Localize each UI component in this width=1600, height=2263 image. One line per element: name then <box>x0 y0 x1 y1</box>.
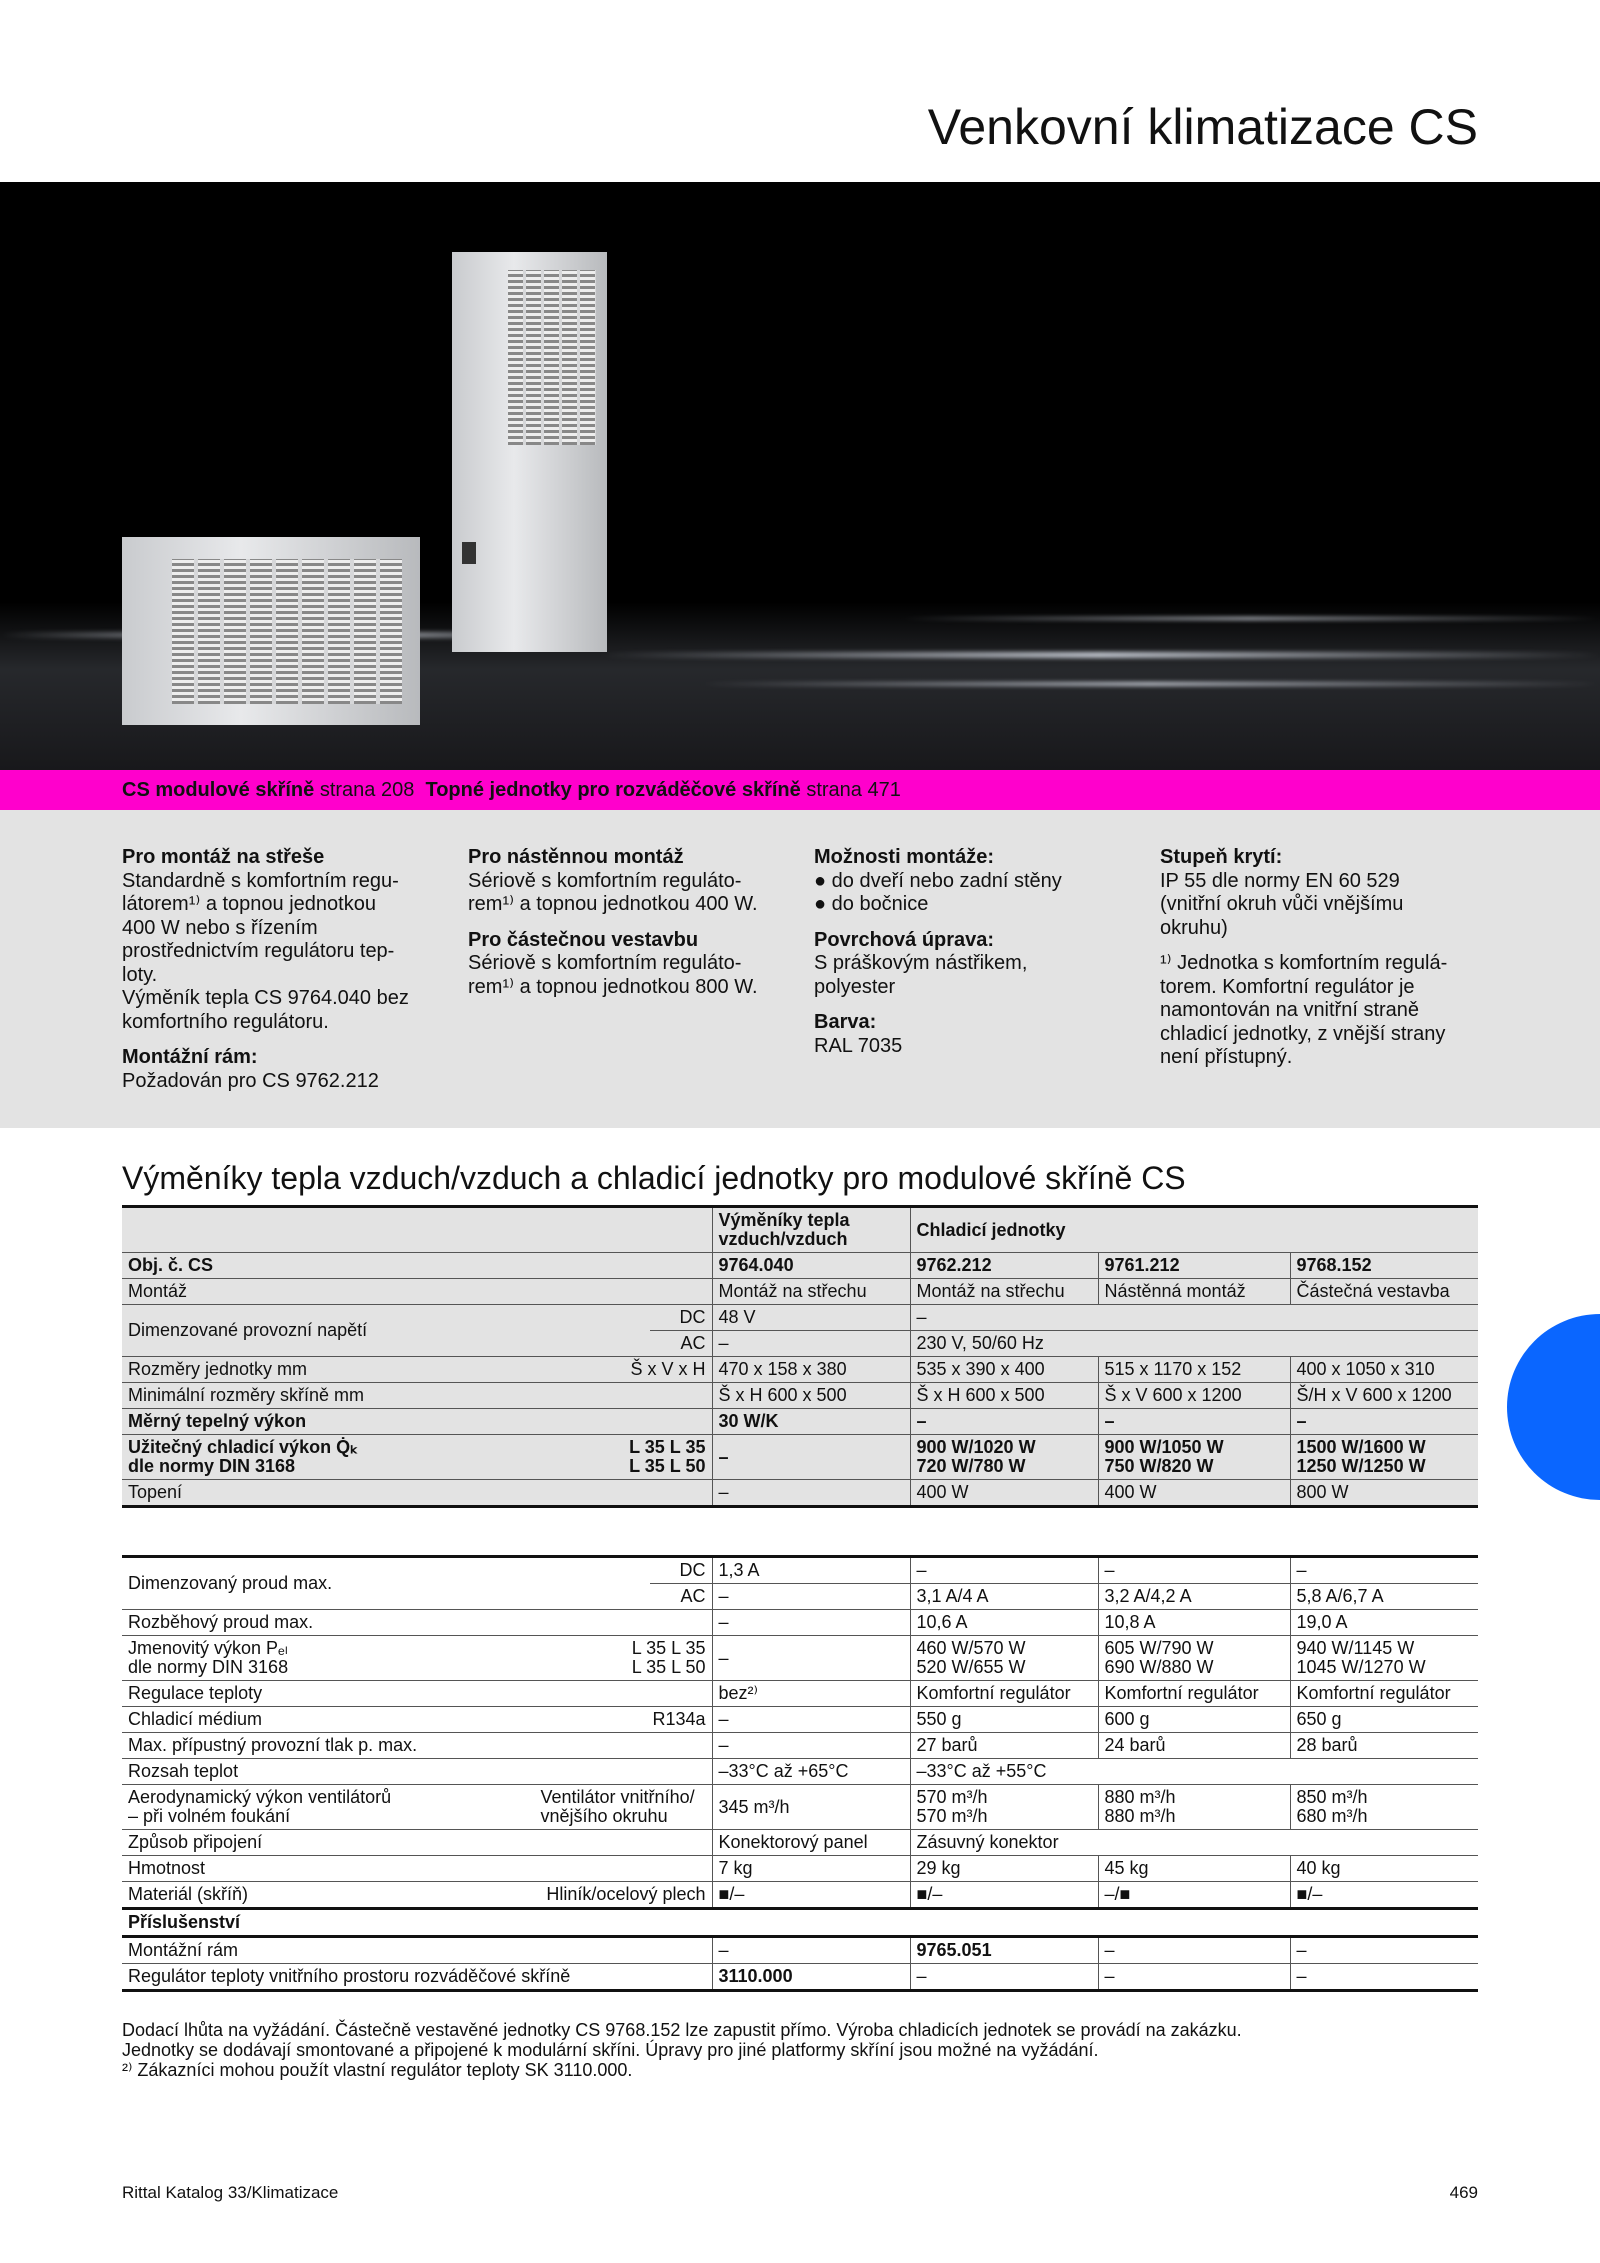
row-label <box>122 1707 712 1733</box>
page-title: Venkovní klimatizace CS <box>927 99 1478 155</box>
light-streak <box>900 617 1600 620</box>
row-label: Rozsah teplot <box>122 1759 712 1785</box>
row-label: Montáž <box>122 1279 712 1305</box>
table-cell: Š x V 600 x 1200 <box>1098 1383 1290 1409</box>
table-row <box>122 1830 1478 1856</box>
table-row <box>122 1937 1478 1964</box>
table-cell: 515 x 1170 x 152 <box>1098 1357 1290 1383</box>
table-cell: – <box>1098 1409 1290 1435</box>
table-row <box>122 1357 1478 1383</box>
crossref-page: strana 471 <box>800 779 901 801</box>
table-cell: Komfortní regulátor <box>1098 1681 1290 1707</box>
table-cell: 470 x 158 x 380 <box>712 1357 910 1383</box>
row-label: Montážní rám <box>122 1937 712 1964</box>
row-label <box>122 1882 712 1909</box>
table-cell: – <box>712 1435 910 1480</box>
row-label: Minimální rozměry skříně mm <box>122 1383 712 1409</box>
info-column <box>122 846 452 1093</box>
table-cell: Částečná vestavba <box>1290 1279 1478 1305</box>
table-cell: 800 W <box>1290 1480 1478 1507</box>
table-cell: – <box>712 1480 910 1507</box>
light-streak <box>600 652 1600 658</box>
table-cell: 27 barů <box>910 1733 1098 1759</box>
row-unit-label: AC <box>650 1331 712 1357</box>
table-cell: Š x H 600 x 500 <box>910 1383 1098 1409</box>
table-row <box>122 1681 1478 1707</box>
table-cell: Š/H x V 600 x 1200 <box>1290 1383 1478 1409</box>
info-heading: Stupeň krytí: <box>1160 846 1283 868</box>
row-label-qualifier: Š x V x H <box>630 1359 706 1379</box>
table-row <box>122 1253 1478 1279</box>
info-text: Sériově s komfortním reguláto- rem¹⁾ a topnou jednotkou 800 W. <box>468 952 758 998</box>
table-row <box>122 1435 1478 1480</box>
info-heading: Povrchová úprava: <box>814 928 995 951</box>
info-heading: Možnosti montáže: <box>814 846 994 868</box>
table-cell: Výměníky tepla vzduch/vzduch <box>712 1207 910 1253</box>
table-cell: 345 m³/h <box>712 1785 910 1830</box>
table-cell: ■/– <box>712 1882 910 1909</box>
table-cell: 850 m³/h 680 m³/h <box>1290 1785 1478 1830</box>
table-cell: 9764.040 <box>712 1253 910 1279</box>
spec-table-main <box>122 1205 1478 1508</box>
table-cell: – <box>712 1610 910 1636</box>
table-cell: – <box>712 1733 910 1759</box>
row-unit-label: DC <box>679 1560 706 1580</box>
table-cell: Š x H 600 x 500 <box>712 1383 910 1409</box>
footnotes: Dodací lhůta na vyžádání. Částečně vestavěné jednotky CS 9768.152 lze zapustit přímo. Výroba chladicích jednotek se provádí na zakázku. Jednotky se dodávají smontované a připojené k modulární skříni. Úpravy pro jiné platformy skříní jsou možné na vyžádání. ²⁾ Zákazníci mohou použít vlastní regulátor teploty SK 3110.000. <box>122 2020 1242 2080</box>
info-heading: Pro částečnou vestavbu <box>468 928 699 951</box>
table-cell: 10,8 A <box>1098 1610 1290 1636</box>
table-row <box>122 1964 1478 1991</box>
crossref-bar <box>0 770 1600 810</box>
row-label: Měrný tepelný výkon <box>122 1409 712 1435</box>
row-label-qualifier: L 35 L 35 L 35 L 50 <box>631 1638 706 1677</box>
table-cell: Nástěnná montáž <box>1098 1279 1290 1305</box>
info-text: Sériově s komfortním reguláto- rem¹⁾ a topnou jednotkou 400 W. <box>468 869 758 915</box>
table-cell: – <box>1290 1964 1478 1991</box>
table-cell: – <box>1098 1964 1290 1991</box>
row-label <box>122 1207 712 1253</box>
table-cell: 900 W/1050 W 750 W/820 W <box>1098 1435 1290 1480</box>
row-label: Obj. č. CS <box>122 1253 712 1279</box>
row-label: Topení <box>122 1480 712 1507</box>
table-cell: – <box>1290 1409 1478 1435</box>
table-cell: 19,0 A <box>1290 1610 1478 1636</box>
roof-unit-image <box>122 537 420 725</box>
table-row <box>122 1909 1478 1937</box>
table-cell: 48 V <box>712 1305 910 1331</box>
row-label <box>122 1636 712 1681</box>
table-cell: – <box>910 1964 1098 1991</box>
row-label: Dimenzovaný proud max. <box>128 1573 333 1593</box>
section-title: Výměníky tepla vzduch/vzduch a chladicí jednotky pro modulové skříně CS <box>122 1160 1186 1196</box>
table-row <box>122 1305 1478 1331</box>
table-cell: 1500 W/1600 W 1250 W/1250 W <box>1290 1435 1478 1480</box>
chapter-tab <box>1507 1314 1600 1500</box>
table-cell: Komfortní regulátor <box>1290 1681 1478 1707</box>
crossref-link[interactable]: Topné jednotky pro rozváděčové skříně <box>425 779 801 801</box>
table-cell: 10,6 A <box>910 1610 1098 1636</box>
table-cell: 650 g <box>1290 1707 1478 1733</box>
info-text: ● do dveří nebo zadní stěny ● do bočnice <box>814 869 1062 915</box>
table-cell: – <box>910 1409 1098 1435</box>
info-text: IP 55 dle normy EN 60 529 (vnitřní okruh vůči vnějšímu okruhu) <box>1160 869 1404 939</box>
row-label-text: Chladicí médium <box>128 1709 263 1729</box>
table-row <box>122 1707 1478 1733</box>
table-cell: – <box>712 1707 910 1733</box>
table-cell: 400 x 1050 x 310 <box>1290 1357 1478 1383</box>
footer-catalog: Rittal Katalog 33/Klimatizace <box>122 2183 339 2202</box>
table-cell: – <box>1290 1937 1478 1964</box>
table-row <box>122 1759 1478 1785</box>
info-column <box>1160 846 1490 1070</box>
table-cell: 460 W/570 W 520 W/655 W <box>910 1636 1098 1681</box>
row-label-text: Užitečný chladicí výkon Q̇ₖ dle normy DIN 3168 <box>128 1437 358 1476</box>
table-cell: 230 V, 50/60 Hz <box>910 1331 1478 1357</box>
table-cell: 400 W <box>910 1480 1098 1507</box>
info-heading: Pro montáž na střeše <box>122 846 325 868</box>
row-label: Příslušenství <box>122 1909 1478 1937</box>
table-row <box>122 1733 1478 1759</box>
table-row <box>122 1882 1478 1909</box>
row-label <box>122 1357 712 1383</box>
table-cell: Chladicí jednotky <box>910 1207 1478 1253</box>
table-cell: –/■ <box>1098 1882 1290 1909</box>
table-cell: 40 kg <box>1290 1856 1478 1882</box>
table-cell: 605 W/790 W 690 W/880 W <box>1098 1636 1290 1681</box>
table-cell: – <box>1290 1557 1478 1584</box>
row-label: Regulátor teploty vnitřního prostoru rozváděčové skříně <box>122 1964 712 1991</box>
page-number: 469 <box>1449 2183 1478 2202</box>
table-row <box>122 1480 1478 1507</box>
table-cell: 3,1 A/4 A <box>910 1584 1098 1610</box>
light-streak <box>700 682 1600 686</box>
info-text: ¹⁾ Jednotka s komfortním regulá- torem. Komfortní regulátor je namontován na vnitřní straně chladicí jednotky, z vnější strany není přístupný. <box>1160 952 1448 1068</box>
row-label-text: Materiál (skříň) <box>128 1884 249 1904</box>
info-column <box>468 846 798 999</box>
row-label: Regulace teploty <box>122 1681 712 1707</box>
table-cell: Komfortní regulátor <box>910 1681 1098 1707</box>
table-row <box>122 1610 1478 1636</box>
table-cell: 5,8 A/6,7 A <box>1290 1584 1478 1610</box>
table-cell: – <box>1098 1557 1290 1584</box>
table-cell: – <box>910 1557 1098 1584</box>
row-label-qualifier: Ventilátor vnitřního/ vnějšího okruhu <box>540 1787 695 1826</box>
table-cell: – <box>712 1584 910 1610</box>
table-cell: 9761.212 <box>1098 1253 1290 1279</box>
table-cell: ■/– <box>910 1882 1098 1909</box>
wall-unit-image <box>452 252 607 652</box>
table-cell: 570 m³/h 570 m³/h <box>910 1785 1098 1830</box>
table-cell: ■/– <box>1290 1882 1478 1909</box>
table-cell: 45 kg <box>1098 1856 1290 1882</box>
row-label-qualifier: L 35 L 35 L 35 L 50 <box>629 1437 706 1476</box>
table-cell: 1,3 A <box>712 1557 910 1584</box>
table-cell: Montáž na střechu <box>910 1279 1098 1305</box>
table-cell: Zásuvný konektor <box>910 1830 1478 1856</box>
row-label-qualifier: R134a <box>652 1709 706 1729</box>
table-cell: 900 W/1020 W 720 W/780 W <box>910 1435 1098 1480</box>
row-label <box>122 1785 712 1830</box>
row-label-text: Jmenovitý výkon Pₑₗ dle normy DIN 3168 <box>128 1638 289 1677</box>
row-label: Max. přípustný provozní tlak p. max. <box>122 1733 712 1759</box>
table-cell: 400 W <box>1098 1480 1290 1507</box>
table-cell: 7 kg <box>712 1856 910 1882</box>
info-heading: Pro nástěnnou montáž <box>468 846 684 868</box>
table-cell: 24 barů <box>1098 1733 1290 1759</box>
crossref-link[interactable]: CS modulové skříně <box>122 779 315 801</box>
table-cell: 940 W/1145 W 1045 W/1270 W <box>1290 1636 1478 1681</box>
crossref-page: strana 208 <box>314 779 426 801</box>
row-label-qualifier: Hliník/ocelový plech <box>546 1884 706 1904</box>
info-panel <box>0 810 1600 1128</box>
info-heading: Montážní rám: <box>122 1046 258 1068</box>
row-label-text: Aerodynamický výkon ventilátorů – při volném foukání <box>128 1787 392 1826</box>
spec-table-details <box>122 1555 1478 1992</box>
table-row <box>122 1557 1478 1584</box>
table-cell: –33°C až +55°C <box>910 1759 1478 1785</box>
product-photo <box>0 182 1600 770</box>
row-label: Hmotnost <box>122 1856 712 1882</box>
info-text: Standardně s komfortním regu- látorem¹⁾ a topnou jednotkou 400 W nebo s řízením prostřednictvím regulátoru tep- loty. Výměník tepla CS 9764.040 bez komfortního regulátoru. <box>122 869 409 1033</box>
table-row <box>122 1856 1478 1882</box>
info-text: S práškovým nástřikem, polyester <box>814 952 1028 998</box>
info-column <box>814 846 1144 1058</box>
table-row <box>122 1279 1478 1305</box>
table-cell: – <box>712 1937 910 1964</box>
table-row <box>122 1636 1478 1681</box>
row-label <box>122 1435 712 1480</box>
table-cell: – <box>712 1331 910 1357</box>
row-label: Dimenzované provozní napětí <box>122 1305 650 1357</box>
table-row <box>122 1383 1478 1409</box>
table-cell: 3,2 A/4,2 A <box>1098 1584 1290 1610</box>
table-row <box>122 1409 1478 1435</box>
row-unit-label: AC <box>650 1584 712 1610</box>
table-row <box>122 1785 1478 1830</box>
table-cell: – <box>1098 1937 1290 1964</box>
table-cell: 600 g <box>1098 1707 1290 1733</box>
table-cell: 9762.212 <box>910 1253 1098 1279</box>
table-cell: 28 barů <box>1290 1733 1478 1759</box>
table-cell: Konektorový panel <box>712 1830 910 1856</box>
table-row <box>122 1207 1478 1253</box>
table-cell: 550 g <box>910 1707 1098 1733</box>
info-text: Požadován pro CS 9762.212 <box>122 1069 379 1092</box>
table-cell: –33°C až +65°C <box>712 1759 910 1785</box>
row-unit-label: DC <box>650 1305 712 1331</box>
info-text: RAL 7035 <box>814 1034 903 1057</box>
table-cell: Montáž na střechu <box>712 1279 910 1305</box>
table-cell: 30 W/K <box>712 1409 910 1435</box>
info-heading: Barva: <box>814 1011 877 1033</box>
table-cell: 29 kg <box>910 1856 1098 1882</box>
table-cell: – <box>910 1305 1478 1331</box>
table-cell: – <box>712 1636 910 1681</box>
row-label-text: Rozměry jednotky mm <box>128 1359 308 1379</box>
table-cell: 9765.051 <box>910 1937 1098 1964</box>
table-cell: 535 x 390 x 400 <box>910 1357 1098 1383</box>
table-cell: 9768.152 <box>1290 1253 1478 1279</box>
table-cell: bez²⁾ <box>712 1681 910 1707</box>
row-label: Způsob připojení <box>122 1830 712 1856</box>
table-cell: 880 m³/h 880 m³/h <box>1098 1785 1290 1830</box>
table-cell: 3110.000 <box>712 1964 910 1991</box>
row-label: Rozběhový proud max. <box>122 1610 712 1636</box>
